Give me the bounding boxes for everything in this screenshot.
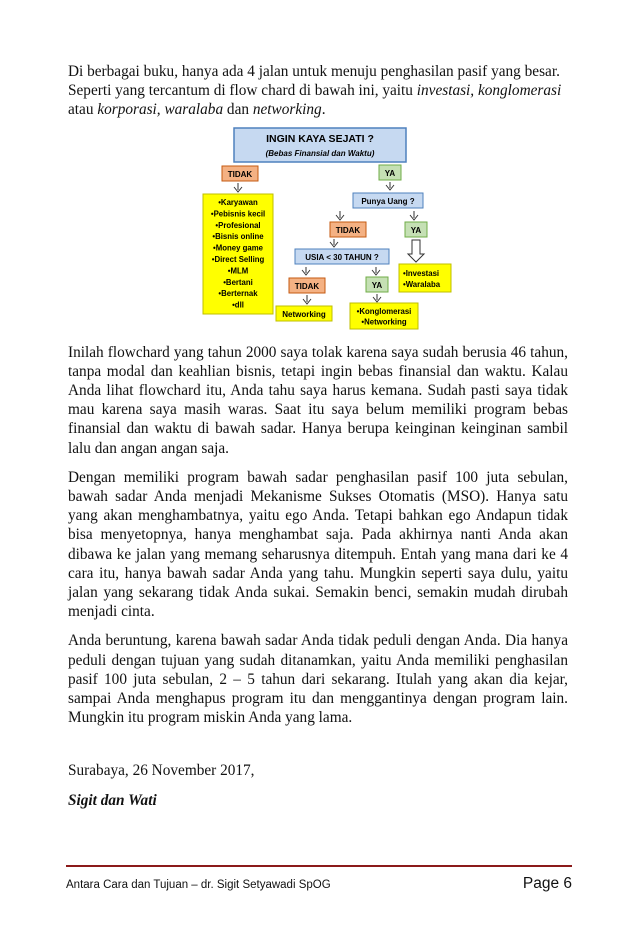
list-tidak-item: •Direct Selling — [211, 254, 265, 264]
arrow-down-icon — [386, 182, 394, 190]
list-tidak-item: •MLM — [227, 266, 249, 276]
intro-text-4: . — [321, 101, 326, 119]
ya-label-1: YA — [384, 168, 396, 178]
flowchart-figure — [68, 126, 568, 331]
usia-label: USIA < 30 TAHUN ? — [305, 252, 379, 262]
ya-label-2: YA — [410, 225, 422, 235]
list-tidak-item: •Berternak — [218, 288, 258, 298]
hollow-arrow-icon — [408, 240, 424, 262]
arrow-down-icon — [330, 239, 338, 247]
page-number: Page 6 — [522, 875, 572, 892]
arrow-down-icon — [234, 183, 242, 192]
paragraph-2: Dengan memiliki program bawah sadar penghasilan pasif 100 juta sebulan, bawah sadar Anda menjadi Mekanisme Sukses Otomatis (MSO). Hanya satu yang akan menghambatnya, yaitu ego Anda. Tetapi bahkan ego Andapun tidak bisa menyetopnya, hanya menghambat saja. Pada akhirnya nanti Anda akan dibawa ke jalan yang memang seharusnya ditempuh. Entah yang mana dari ke 4 cara itu, hanya bawah sadar Anda yang tahu. Mungkin seperti saya dulu, yaitu jalan yang sekarang tidak Anda sukai. Semakin benci, semakin mudah dirubah menjadi cinta. — [68, 468, 568, 621]
signature: Sigit dan Wati — [68, 791, 157, 809]
networking-label: Networking — [282, 309, 326, 319]
paragraph-3: Anda beruntung, karena bawah sadar Anda tidak peduli dengan Anda. Dia hanya peduli dengan tujuan yang sudah ditanamkan, yaitu Anda memiliki penghasilan pasif 100 juta sebulan, 2 – 5 tahun dari sekarang. Itulah yang akan dia kejar, sampai Anda menghapus program itu dan menggantinya dengan program lain. Mungkin itu program miskin Anda yang lama. — [68, 632, 568, 727]
arrow-down-icon — [303, 295, 311, 304]
list-tidak-item: •Profesional — [215, 220, 261, 230]
place-date: Surabaya, 26 November 2017, — [68, 762, 255, 780]
footer-title: Antara Cara dan Tujuan – dr. Sigit Setyawadi SpOG — [66, 879, 331, 891]
list-tidak-item: •dll — [232, 300, 244, 310]
footer-divider — [66, 865, 572, 867]
list-tidak-item: •Bisnis online — [212, 231, 264, 241]
flowchart-title: INGIN KAYA SEJATI ? — [266, 132, 374, 145]
punya-uang-label: Punya Uang ? — [361, 196, 415, 206]
intro-paragraph — [68, 62, 568, 120]
tidak-label-1: TIDAK — [227, 169, 253, 179]
intro-text-1: Di berbagai buku, hanya ada 4 jalan untuk menuju penghasilan pasif yang besar. Seperti yang tercantum di flow chard di bawah ini, yaitu — [68, 63, 560, 100]
page-body — [68, 62, 568, 810]
intro-text-3: dan — [223, 101, 253, 119]
tidak-label-2: TIDAK — [335, 225, 361, 235]
list-tidak-item: •Bertani — [223, 277, 253, 287]
flowchart-diagram — [68, 126, 568, 331]
arrow-down-icon — [336, 211, 344, 220]
flowchart-subtitle: (Bebas Finansial dan Waktu) — [265, 148, 375, 158]
tidak-label-3: TIDAK — [294, 281, 320, 291]
list-tidak-item: •Money game — [213, 243, 263, 253]
arrow-down-icon — [372, 267, 380, 275]
list-ya-uang-item: •Investasi — [403, 268, 440, 278]
list-tidak-item: •Karyawan — [218, 197, 258, 207]
page-footer — [66, 874, 572, 898]
list-tidak-item: •Pebisnis kecil — [210, 209, 266, 219]
list-ya-usia-item: •Konglomerasi — [356, 306, 412, 316]
ya-usia-list — [357, 307, 412, 327]
intro-italic-1: investasi, konglomerasi — [416, 82, 562, 100]
list-ya-uang-item: •Waralaba — [403, 279, 441, 289]
list-ya-usia-item: •Networking — [361, 317, 407, 327]
paragraph-1: Inilah flowchard yang tahun 2000 saya tolak karena saya sudah berusia 46 tahun, tanpa modal dan keahlian bisnis, tetapi ingin bebas finansial dan waktu. Kalau Anda lihat flowchard itu, Anda tahu saya harus kemana. Sudah pasti saya tidak mau karena saya masih waras. Saat itu saya belum memiliki program bebas finansial dan waktu di bawah sadar. Hanya berupa keinginan keinginan sambil lalu dan angan angan saja. — [68, 343, 568, 457]
arrow-down-icon — [373, 294, 381, 302]
ya-label-3: YA — [371, 280, 383, 290]
intro-text-2: atau — [68, 101, 98, 119]
intro-italic-2: korporasi, waralaba — [97, 101, 224, 119]
arrow-down-icon — [302, 267, 310, 275]
intro-italic-3: networking — [252, 101, 322, 119]
arrow-down-icon — [410, 211, 418, 220]
